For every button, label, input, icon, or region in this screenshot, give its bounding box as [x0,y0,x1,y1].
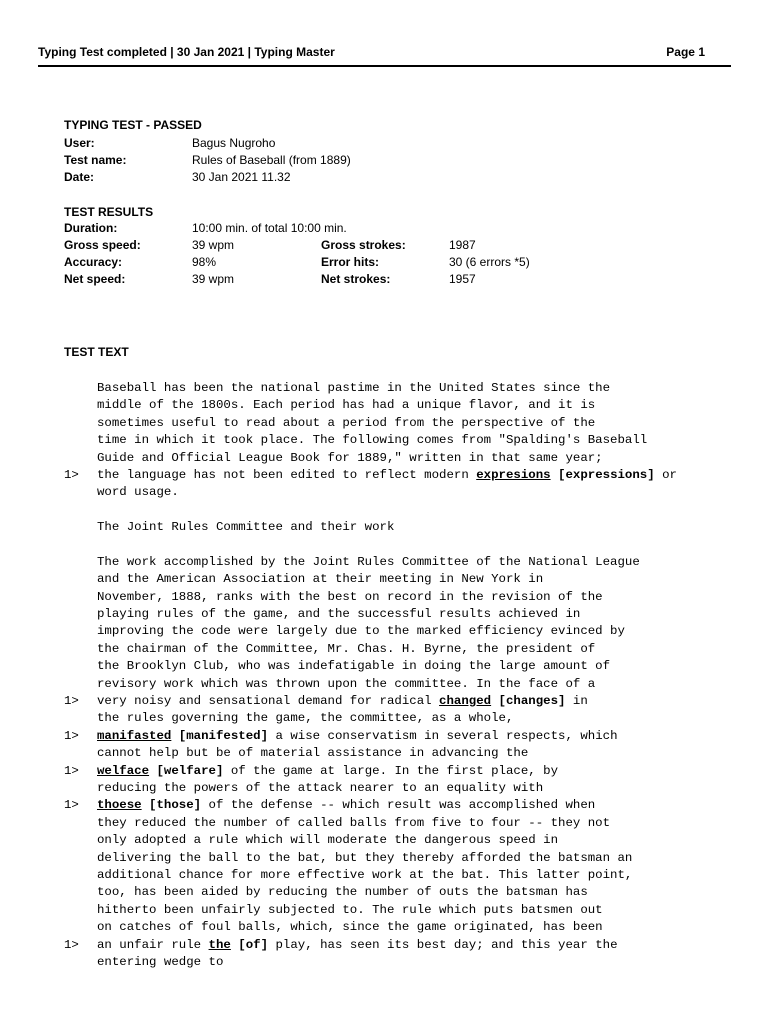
text-segment: The work accomplished by the Joint Rules Committee of the National League [97,554,640,569]
line-text [97,589,603,606]
net-strokes-value: 1957 [449,272,476,286]
text-segment: entering wedge to [97,954,224,969]
text-segment: the language has not been edited to reflect modern [97,467,477,482]
net-speed-label: Net speed: [64,272,126,286]
text-segment: the chairman of the Committee, Mr. Chas. H. Byrne, the president of [97,641,596,656]
line-text [97,641,595,658]
error-hits-label: Error hits: [321,255,380,269]
correction: [of] [230,937,269,952]
user-label: User: [64,136,95,150]
line-text [97,710,513,727]
typed-error: thoese [97,798,142,813]
line-text [97,815,610,832]
user-value: Bagus Nugroho [192,136,276,150]
typed-error: welface [97,763,150,778]
text-segment: an unfair rule [97,937,209,952]
text-segment: only adopted a rule which will moderate the dangerous speed in [97,833,559,848]
text-segment: the rules governing the game, the committee, as a whole, [97,711,514,726]
gross-speed-value: 39 wpm [192,238,235,252]
line-text [97,623,625,640]
text-segment: they reduced the number of called balls from five to four -- they not [97,815,611,830]
duration-value: 10:00 min. of total 10:00 min. [192,221,347,235]
line-text [97,867,632,884]
text-segment: of the defense -- which result was accomplished when [201,798,596,813]
error-marker: 1> [64,798,79,813]
line-text [97,763,558,780]
line-text [97,415,595,432]
line-text [97,676,595,693]
line-text [97,937,618,954]
error-marker: 1> [64,467,79,482]
duration-label: Duration: [64,221,118,235]
line-text [97,919,603,936]
text-segment: or [654,467,677,482]
typed-error: expresions [476,467,551,482]
line-text [97,450,603,467]
text-segment: very noisy and sensational demand for radical [97,694,440,709]
line-text [97,745,528,762]
net-speed-value: 39 wpm [192,272,235,286]
text-segment: a wise conservatism in several respects, which [268,728,618,743]
gross-speed-label: Gross speed: [64,238,141,252]
net-strokes-label: Net strokes: [321,272,391,286]
line-text [97,902,603,919]
error-marker: 1> [64,937,79,952]
line-text [97,571,543,588]
typed-error: changed [439,694,492,709]
text-segment: improving the code were largely due to the marked efficiency evinced by [97,624,625,639]
line-text [97,554,640,571]
test-name-value: Rules of Baseball (from 1889) [192,153,351,167]
line-text [97,432,647,449]
text-segment: The Joint Rules Committee and their work [97,520,395,535]
test-status: TYPING TEST - PASSED [64,118,202,132]
gross-strokes-value: 1987 [449,238,476,252]
correction: [changes] [491,694,566,709]
line-text [97,728,618,745]
test-name-label: Test name: [64,153,127,167]
date-label: Date: [64,170,95,184]
accuracy-label: Accuracy: [64,255,123,269]
correction: [those] [141,798,202,813]
text-segment: cannot help but be of material assistance in advancing the [97,746,529,761]
text-segment: in [565,694,588,709]
text-segment: hitherto been unfairly subjected to. The rule which puts batsmen out [97,902,603,917]
correction: [welfare] [149,763,224,778]
text-segment: too, has been aided by reducing the number of outs the batsman has [97,885,588,900]
text-segment: revisory work which was thrown upon the committee. In the face of a [97,676,596,691]
header-title: Typing Test completed | 30 Jan 2021 | Typing Master [38,45,335,59]
text-segment: additional chance for more effective work at the bat. This latter point, [97,867,633,882]
text-segment: and the American Association at their meeting in New York in [97,572,544,587]
error-marker: 1> [64,728,79,743]
correction: [manifested] [171,728,269,743]
page-number: Page 1 [666,45,705,59]
line-text [97,832,558,849]
error-hits-value: 30 (6 errors *5) [449,255,530,269]
text-segment: playing rules of the game, and the successful results achieved in [97,607,581,622]
line-text [97,484,179,501]
line-text [97,606,580,623]
line-text [97,519,394,536]
text-segment: sometimes useful to read about a period from the perspective of the [97,415,596,430]
text-segment: delivering the ball to the bat, but they thereby afforded the batsman an [97,850,633,865]
line-text [97,658,610,675]
text-segment: middle of the 1800s. Each period has had a unique flavor, and it is [97,398,596,413]
page-header [38,45,731,67]
line-text [97,467,677,484]
line-text [97,884,588,901]
accuracy-value: 98% [192,255,217,269]
date-value: 30 Jan 2021 11.32 [192,170,291,184]
line-text [97,380,610,397]
line-text [97,693,588,710]
text-segment: on catches of foul balls, which, since the game originated, has been [97,920,603,935]
error-marker: 1> [64,763,79,778]
text-segment: word usage. [97,485,179,500]
line-text [97,850,632,867]
results-title: TEST RESULTS [64,205,154,219]
line-text [97,954,223,971]
typed-error: manifasted [97,728,172,743]
text-segment: November, 1888, ranks with the best on record in the revision of the [97,589,603,604]
text-segment: the Brooklyn Club, who was indefatigable in doing the large amount of [97,659,611,674]
line-text [97,397,595,414]
text-segment: play, has seen its best day; and this year the [268,937,618,952]
test-text-title: TEST TEXT [64,345,129,359]
text-segment: time in which it took place. The following comes from "Spalding's Baseball [97,433,648,448]
line-text [97,780,543,797]
text-segment: Guide and Official League Book for 1889," written in that same year; [97,450,603,465]
line-text [97,797,595,814]
correction: [expressions] [550,467,655,482]
typed-error: the [208,937,231,952]
text-segment: reducing the powers of the attack nearer to an equality with [97,780,544,795]
gross-strokes-label: Gross strokes: [321,238,406,252]
error-marker: 1> [64,694,79,709]
text-segment: Baseball has been the national pastime in the United States since the [97,381,611,395]
text-segment: of the game at large. In the first place, by [223,763,559,778]
